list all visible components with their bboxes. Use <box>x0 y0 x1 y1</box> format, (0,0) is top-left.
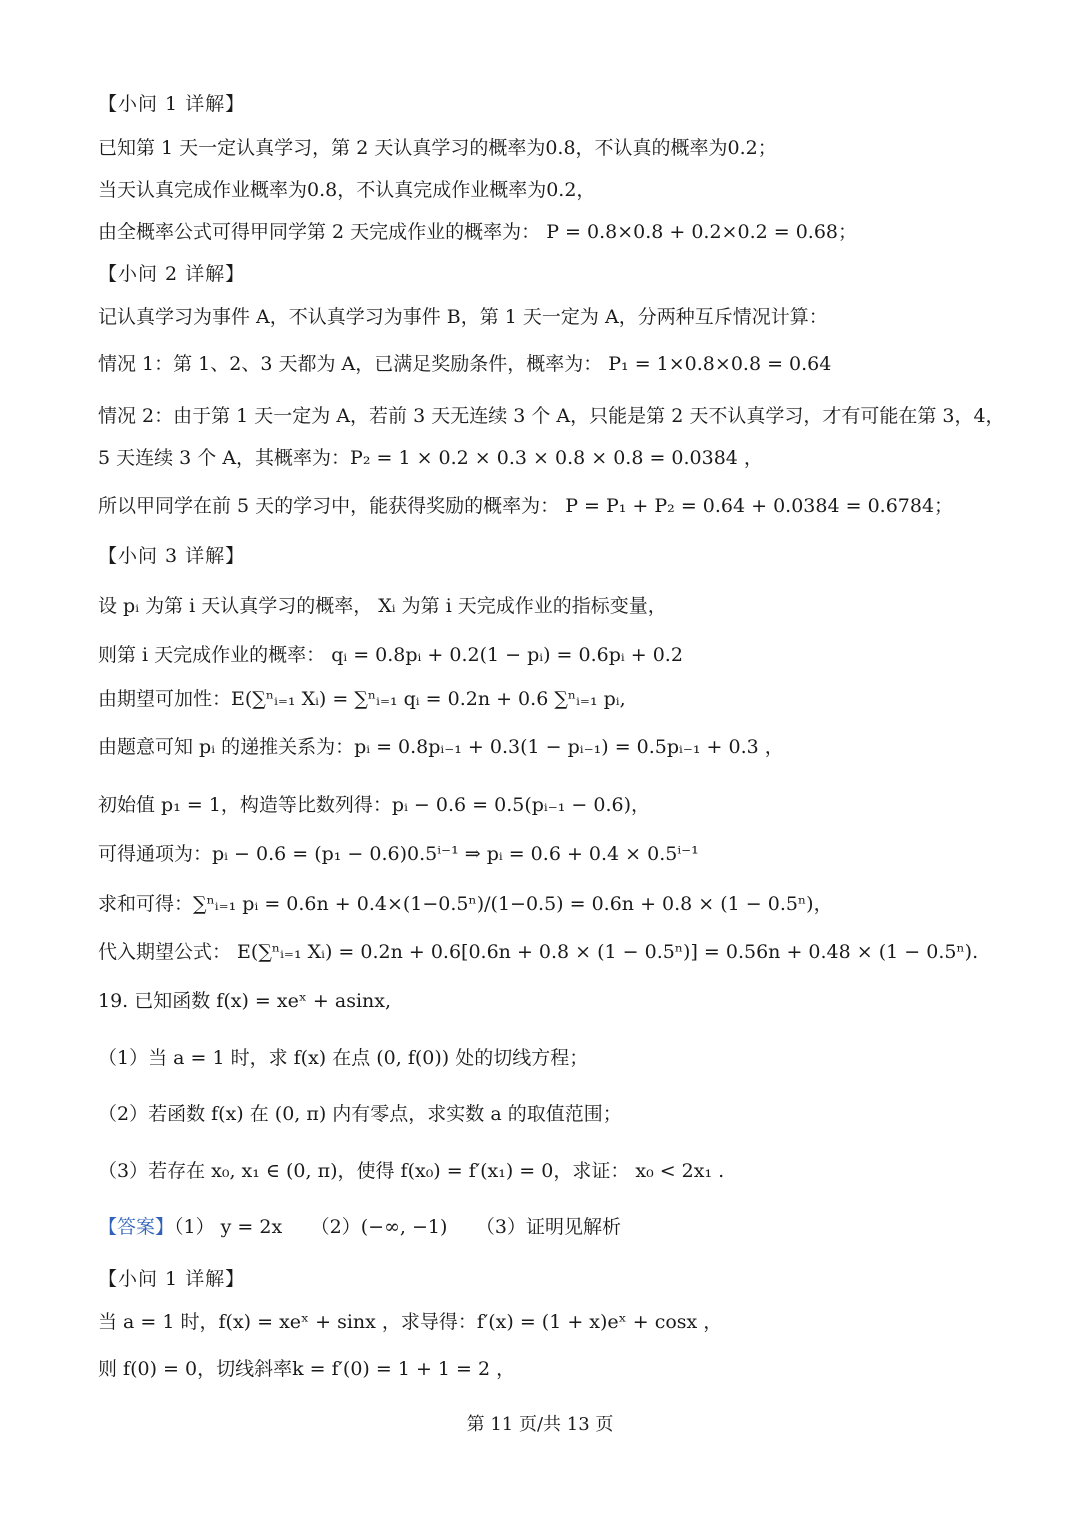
solution-line: 由期望可加性：E(∑ⁿᵢ₌₁ Xᵢ) = ∑ⁿᵢ₌₁ qᵢ = 0.2n + 0.6 ∑ⁿᵢ₌₁ pᵢ, <box>98 688 626 710</box>
solution-line: 则第 i 天完成作业的概率： qᵢ = 0.8pᵢ + 0.2(1 − pᵢ) = 0.6pᵢ + 0.2 <box>98 644 683 666</box>
solution-line: 当天认真完成作业概率为0.8，不认真完成作业概率为0.2， <box>98 179 596 201</box>
subquestion-1-heading-2: 【小问 1 详解】 <box>98 1268 246 1290</box>
problem-19-part-3: （3）若存在 x₀, x₁ ∈ (0, π)，使得 f(x₀) = f′(x₁) = 0，求证： x₀ < 2x₁ . <box>98 1160 725 1182</box>
solution-line: 初始值 p₁ = 1，构造等比数列得：pᵢ − 0.6 = 0.5(pᵢ₋₁ − 0.6)， <box>98 794 650 816</box>
solution-line: 5 天连续 3 个 A，其概率为：P₂ = 1 × 0.2 × 0.3 × 0.8 × 0.8 = 0.0384 ， <box>98 447 763 469</box>
problem-19-part-1: （1）当 a = 1 时，求 f(x) 在点 (0, f(0)) 处的切线方程； <box>98 1047 589 1069</box>
problem-19-stem: 19. 已知函数 f(x) = xeˣ + asinx, <box>98 990 392 1012</box>
answer-text: （1） y = 2x （2）(−∞, −1) （3）证明见解析 <box>174 1216 622 1238</box>
solution-line: 情况 1：第 1、2、3 天都为 A，已满足奖励条件，概率为： P₁ = 1×0.8×0.8 = 0.64 <box>98 353 832 375</box>
solution-line: 求和可得：∑ⁿᵢ₌₁ pᵢ = 0.6n + 0.4×(1−0.5ⁿ)/(1−0.5) = 0.6n + 0.8 × (1 − 0.5ⁿ)， <box>98 893 833 915</box>
solution-line: 由题意可知 pᵢ 的递推关系为：pᵢ = 0.8pᵢ₋₁ + 0.3(1 − pᵢ₋₁) = 0.5pᵢ₋₁ + 0.3 ， <box>98 736 784 758</box>
solution-line: 所以甲同学在前 5 天的学习中，能获得奖励的概率为： P = P₁ + P₂ = 0.64 + 0.0384 = 0.6784； <box>98 495 954 517</box>
answer-label: 【答案】 <box>98 1216 175 1238</box>
subquestion-1-heading: 【小问 1 详解】 <box>98 93 246 115</box>
solution-line: 已知第 1 天一定认真学习，第 2 天认真学习的概率为0.8，不认真的概率为0.2； <box>98 137 777 159</box>
answer-line <box>98 1215 621 1239</box>
page-footer: 第 11 页/共 13 页 <box>466 1414 614 1435</box>
solution-line: 则 f(0) = 0，切线斜率k = f′(0) = 1 + 1 = 2 ， <box>98 1358 516 1380</box>
solution-line: 代入期望公式： E(∑ⁿᵢ₌₁ Xᵢ) = 0.2n + 0.6[0.6n + 0.8 × (1 − 0.5ⁿ)] = 0.56n + 0.48 × (1 − 0.5ⁿ). <box>98 941 979 963</box>
solution-line: 设 pᵢ 为第 i 天认真学习的概率， Xᵢ 为第 i 天完成作业的指标变量， <box>98 595 667 617</box>
solution-line: 记认真学习为事件 A，不认真学习为事件 B，第 1 天一定为 A，分两种互斥情况计算： <box>98 306 828 328</box>
subquestion-2-heading: 【小问 2 详解】 <box>98 263 246 285</box>
solution-line: 情况 2：由于第 1 天一定为 A，若前 3 天无连续 3 个 A，只能是第 2 天不认真学习，才有可能在第 3，4， <box>98 405 1005 427</box>
solution-line: 可得通项为：pᵢ − 0.6 = (p₁ − 0.6)0.5ⁱ⁻¹ ⇒ pᵢ = 0.6 + 0.4 × 0.5ⁱ⁻¹ <box>98 843 699 865</box>
subquestion-3-heading: 【小问 3 详解】 <box>98 545 246 567</box>
problem-19-part-2: （2）若函数 f(x) 在 (0, π) 内有零点，求实数 a 的取值范围； <box>98 1103 622 1125</box>
solution-line: 由全概率公式可得甲同学第 2 天完成作业的概率为： P = 0.8×0.8 + 0.2×0.2 = 0.68； <box>98 221 857 243</box>
solution-line: 当 a = 1 时，f(x) = xeˣ + sinx ，求导得：f′(x) = (1 + x)eˣ + cosx ， <box>98 1311 723 1333</box>
